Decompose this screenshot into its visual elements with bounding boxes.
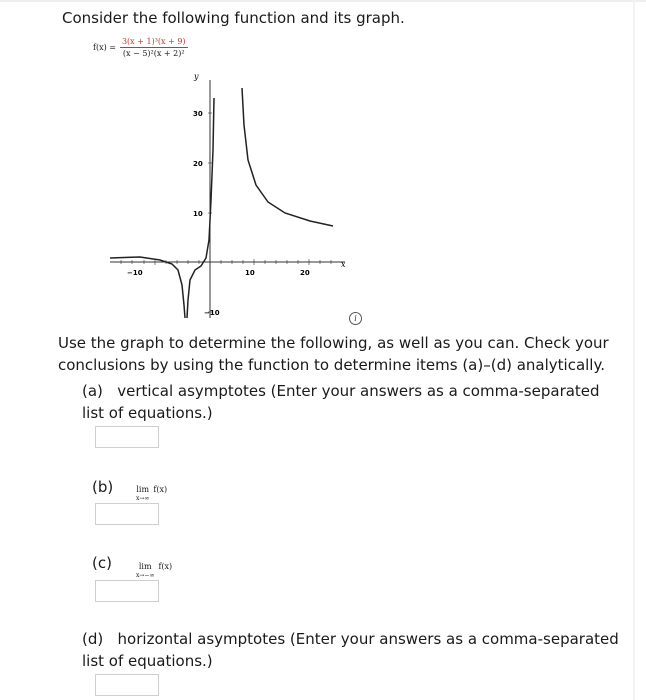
part-d-answer-input[interactable]: [95, 674, 159, 696]
part-a-label: (a): [82, 382, 103, 400]
part-d-text: horizontal asymptotes (Enter your answers as a comma-separated list of equations.): [82, 630, 619, 670]
x-tick-label-20: 20: [300, 269, 310, 277]
y-tick-label-neg10: −10: [204, 309, 220, 317]
function-graph: [100, 70, 360, 320]
part-b-limit: [136, 485, 167, 502]
instructions-text: Use the graph to determine the following, as well as you can. Check your conclusions by using the function to determine items (a)–(d) analytically.: [58, 334, 609, 374]
part-a-text: vertical asymptotes (Enter your answers as a comma-separated list of equations.): [82, 382, 600, 422]
function-denominator: (x − 5)²(x + 2)²: [122, 49, 185, 58]
function-fraction: [120, 36, 188, 59]
part-c-answer-input[interactable]: [95, 580, 159, 602]
x-tick-label-neg10: −10: [127, 269, 143, 277]
part-c-limit: [136, 562, 172, 579]
part-b-answer-input[interactable]: [95, 503, 159, 525]
y-tick-label-30: 30: [193, 110, 203, 118]
question-prompt: Consider the following function and its graph.: [62, 9, 405, 27]
function-lhs: f(x) =: [93, 43, 116, 52]
y-tick-label-10: 10: [193, 210, 203, 218]
part-b-lim-word: lim: [136, 485, 150, 494]
part-c-function: f(x): [158, 562, 173, 571]
function-definition: [93, 36, 188, 59]
part-d-label: (d): [82, 630, 104, 648]
curve-right-branch: [242, 88, 333, 226]
right-divider: [633, 0, 635, 700]
part-c-label: (c): [92, 554, 112, 572]
y-tick-label-20: 20: [193, 160, 203, 168]
part-b-label: (b): [92, 478, 114, 496]
part-c-approach: x→−∞: [136, 572, 155, 579]
x-tick-label-10: 10: [245, 269, 255, 277]
curve-left-branch: [110, 257, 185, 318]
part-b-approach: x→∞: [136, 495, 150, 502]
y-axis-label: y: [194, 72, 199, 81]
info-icon[interactable]: i: [349, 312, 362, 325]
part-c-lim-word: lim: [138, 562, 152, 571]
top-divider: [0, 0, 646, 2]
part-d-prompt: [82, 628, 627, 672]
function-numerator: 3(x + 1)³(x + 9): [121, 37, 186, 46]
part-a-answer-input[interactable]: [95, 426, 159, 448]
part-a-prompt: [82, 380, 617, 424]
part-b-function: f(x): [153, 485, 168, 494]
x-axis-label: x: [341, 260, 346, 269]
